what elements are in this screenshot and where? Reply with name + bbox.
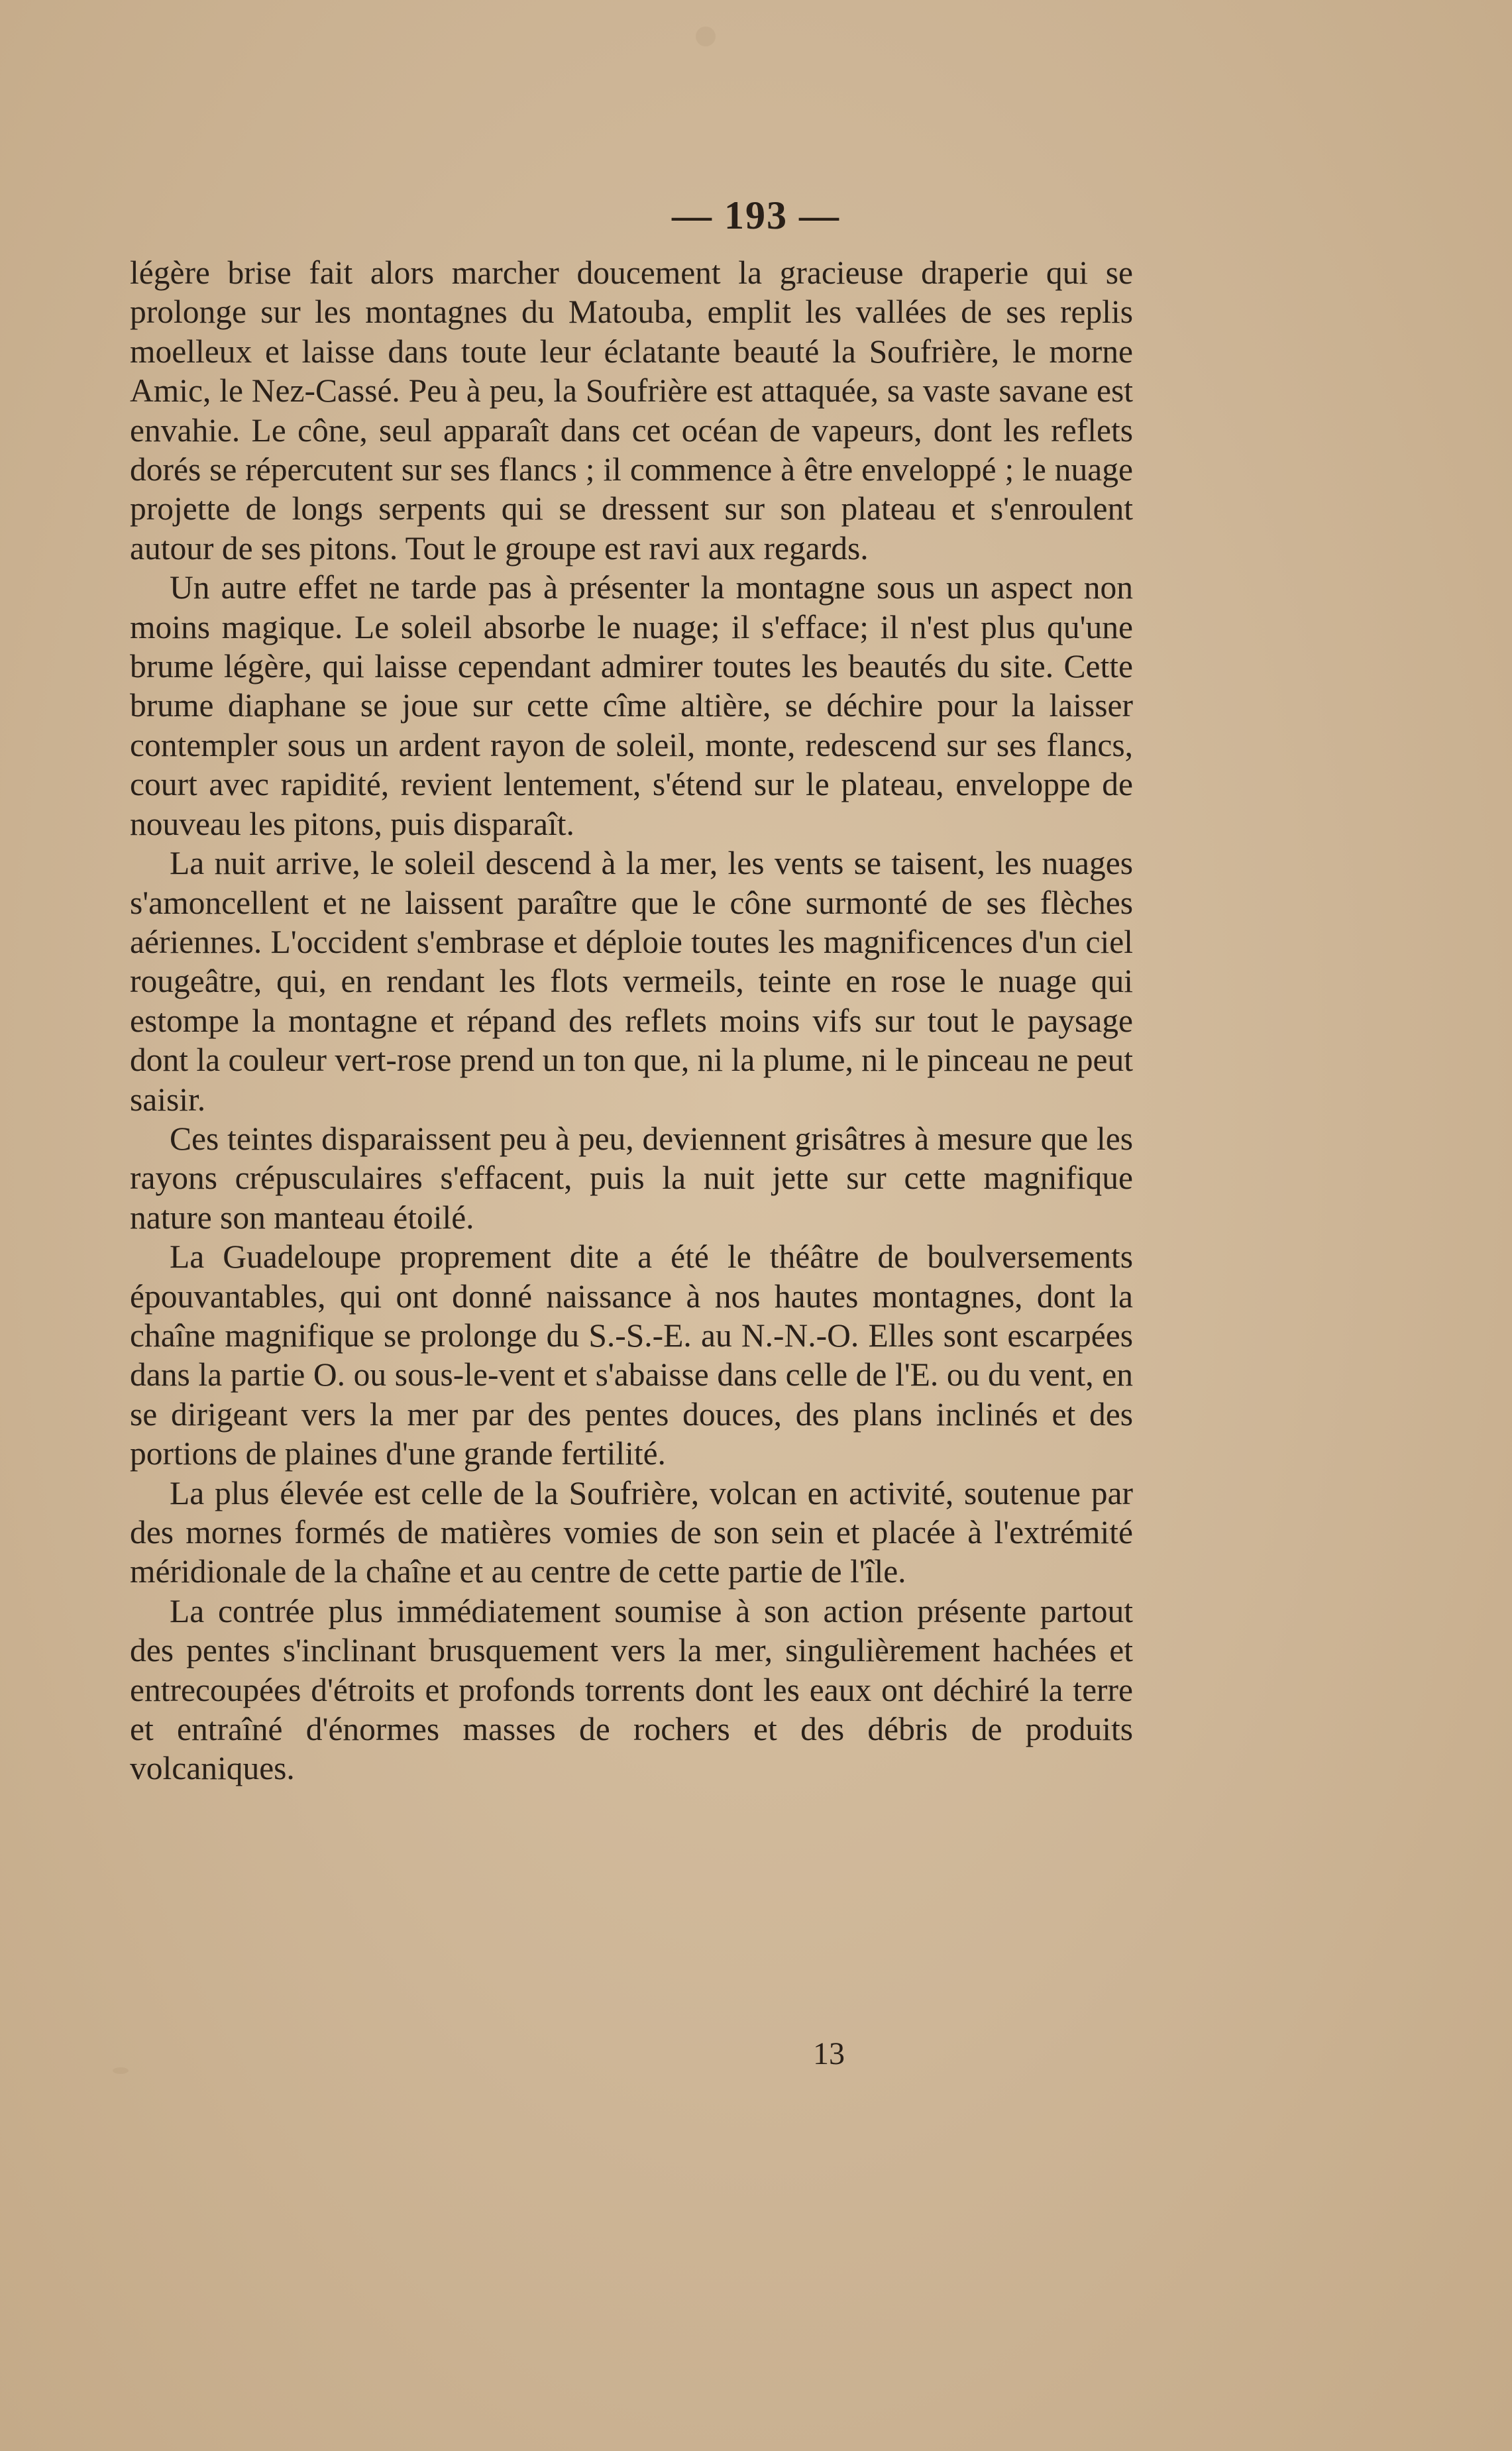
page-number: — 193 —	[672, 193, 840, 237]
paragraph: Un autre effet ne tarde pas à présenter la montagne sous un aspect non moins magique. Le soleil absorbe le nuage; il s'efface; il n'est plus qu'une brume légère, qui laisse cependant admirer toutes les beautés du site. Cette brume diaphane se joue sur cette cîme altière, se déchire pour la laisser contempler sous un ardent rayon de soleil, monte, redescend sur ses flancs, court avec rapidité, revient lentement, s'étend sur le plateau, enveloppe de nouveau les pitons, puis disparaît.	[130, 569, 1133, 842]
paragraph: légère brise fait alors marcher doucement la gracieuse draperie qui se prolonge sur les montagnes du Matouba, emplit les vallées de ses replis moelleux et laisse dans toute leur éclatante beauté la Soufrière, le morne Amic, le Nez-Cassé. Peu à peu, la Soufrière est attaquée, sa vaste savane est envahie. Le cône, seul apparaît dans cet océan de vapeurs, dont les reflets dorés se répercutent sur ses flancs ; il commence à être enveloppé ; le nuage projette de longs serpents qui se dressent sur son plateau et s'enroulent autour de ses pitons. Tout le groupe est ravi aux regards.	[130, 254, 1133, 567]
paragraph: La contrée plus immédiatement soumise à son action présente partout des pentes s'inclinant brusquement vers la mer, singulièrement hachées et entrecoupées d'étroits et profonds torrents dont les eaux ont déchiré la terre et entraîné d'énormes masses de rochers et des débris de produits volcaniques.	[130, 1592, 1133, 1787]
body-text	[130, 253, 1133, 1788]
paragraph: La Guadeloupe proprement dite a été le théâtre de boulversements épouvantables, qui ont donné naissance à nos hautes montagnes, dont la chaîne magnifique se prolonge du S.-S.-E. au N.-N.-O. Elles sont escarpées dans la partie O. ou sous-le-vent et s'abaisse dans celle de l'E. ou du vent, en se dirigeant vers la mer par des pentes douces, des plans inclinés et des portions de plaines d'une grande fertilité.	[130, 1238, 1133, 1472]
paper-stain	[696, 27, 716, 46]
paragraph: La nuit arrive, le soleil descend à la mer, les vents se taisent, les nuages s'amoncellent et ne laissent paraître que le cône surmonté de ses flèches aériennes. L'occident s'embrase et déploie toutes les magnificences d'un ciel rougeâtre, qui, en rendant les flots vermeils, teinte en rose le nuage qui estompe la montagne et répand des reflets moins vifs sur tout le paysage dont la couleur vert-rose prend un ton que, ni la plume, ni le pinceau ne peut saisir.	[130, 845, 1133, 1118]
paragraph: Ces teintes disparaissent peu à peu, deviennent grisâtres à mesure que les rayons crépusculaires s'effacent, puis la nuit jette sur cette magnifique nature son manteau étoilé.	[130, 1120, 1133, 1236]
signature-mark: 13	[813, 2036, 845, 2071]
paragraph: La plus élevée est celle de la Soufrière, volcan en activité, soutenue par des mornes formés de matières vomies de son sein et placée à l'extrémité méridionale de la chaîne et au centre de cette partie de l'île.	[130, 1474, 1133, 1590]
